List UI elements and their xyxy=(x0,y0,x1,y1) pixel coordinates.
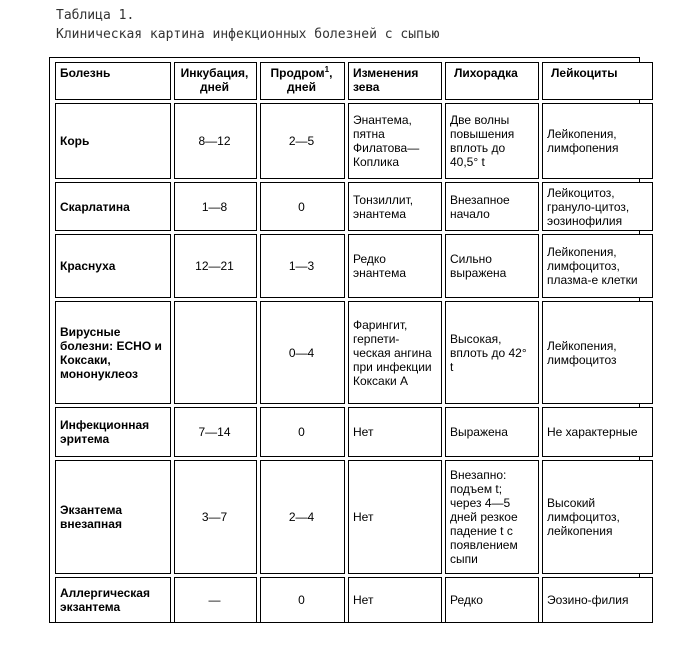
cell-prodrom: 1—3 xyxy=(260,234,345,298)
cell-throat: Нет xyxy=(348,577,442,623)
cell-fever: Две волны повышения вплоть до 40,5° t xyxy=(445,103,539,179)
header-incubation: Инкубация, дней xyxy=(174,62,257,100)
header-prodrom xyxy=(260,62,345,100)
cell-leukocytes: Лейкопения, лимфоцитоз xyxy=(542,301,653,404)
cell-fever: Редко xyxy=(445,577,539,623)
cell-fever: Высокая, вплоть до 42° t xyxy=(445,301,539,404)
header-prodrom-footnote: 1 xyxy=(324,65,330,74)
cell-incubation: 8—12 xyxy=(174,103,257,179)
cell-incubation: 12—21 xyxy=(174,234,257,298)
table-row xyxy=(55,407,653,457)
cell-prodrom: 0 xyxy=(260,182,345,231)
cell-disease: Инфекционная эритема xyxy=(55,407,171,457)
caption-subtitle: Клиническая картина инфекционных болезней с сыпью xyxy=(56,27,440,42)
table-row xyxy=(55,103,653,179)
header-disease: Болезнь xyxy=(55,62,171,100)
cell-incubation xyxy=(174,301,257,404)
cell-prodrom: 2—4 xyxy=(260,460,345,574)
table-row xyxy=(55,301,653,404)
cell-leukocytes: Лейкопения, лимфоцитоз, плазма-е клетки xyxy=(542,234,653,298)
cell-leukocytes: Высокий лимфоцитоз, лейкопения xyxy=(542,460,653,574)
cell-fever: Внезапное начало xyxy=(445,182,539,231)
cell-prodrom: 0 xyxy=(260,407,345,457)
table-caption xyxy=(56,6,440,44)
cell-fever: Внезапно: подъем t; через 4—5 дней резкое падение t с появлением сыпи xyxy=(445,460,539,574)
table-row xyxy=(55,182,653,231)
cell-disease: Скарлатина xyxy=(55,182,171,231)
cell-leukocytes: Эозино-филия xyxy=(542,577,653,623)
table-row xyxy=(55,460,653,574)
cell-disease: Вирусные болезни: ЕСНО и Коксаки, мононуклеоз xyxy=(55,301,171,404)
header-row xyxy=(55,62,653,100)
cell-prodrom: 2—5 xyxy=(260,103,345,179)
cell-incubation: — xyxy=(174,577,257,623)
cell-disease: Аллергическая экзантема xyxy=(55,577,171,623)
header-prodrom-label: Продром xyxy=(270,66,325,80)
cell-throat: Нет xyxy=(348,407,442,457)
cell-prodrom: 0 xyxy=(260,577,345,623)
cell-throat: Нет xyxy=(348,460,442,574)
cell-fever: Выражена xyxy=(445,407,539,457)
cell-incubation: 7—14 xyxy=(174,407,257,457)
cell-throat: Фарингит, герпети-ческая ангина при инфекции Коксаки А xyxy=(348,301,442,404)
header-throat: Изменения зева xyxy=(348,62,442,100)
cell-fever: Сильно выражена xyxy=(445,234,539,298)
table-row xyxy=(55,234,653,298)
cell-throat: Энантема, пятна Филатова—Коплика xyxy=(348,103,442,179)
header-leukocytes: Лейкоциты xyxy=(542,62,653,100)
cell-throat: Редко энантема xyxy=(348,234,442,298)
cell-leukocytes: Не характерные xyxy=(542,407,653,457)
disease-table xyxy=(52,59,656,626)
header-fever: Лихорадка xyxy=(445,62,539,100)
cell-incubation: 1—8 xyxy=(174,182,257,231)
cell-incubation: 3—7 xyxy=(174,460,257,574)
cell-disease: Корь xyxy=(55,103,171,179)
cell-leukocytes: Лейкопения, лимфопения xyxy=(542,103,653,179)
cell-throat: Тонзиллит, энантема xyxy=(348,182,442,231)
header-prodrom-unit: , дней xyxy=(287,66,333,94)
cell-disease: Краснуха xyxy=(55,234,171,298)
table-row xyxy=(55,577,653,623)
caption-title: Таблица 1. xyxy=(56,8,135,23)
cell-disease: Экзантема внезапная xyxy=(55,460,171,574)
cell-prodrom: 0—4 xyxy=(260,301,345,404)
cell-leukocytes: Лейкоцитоз, грануло-цитоз, эозинофилия xyxy=(542,182,653,231)
